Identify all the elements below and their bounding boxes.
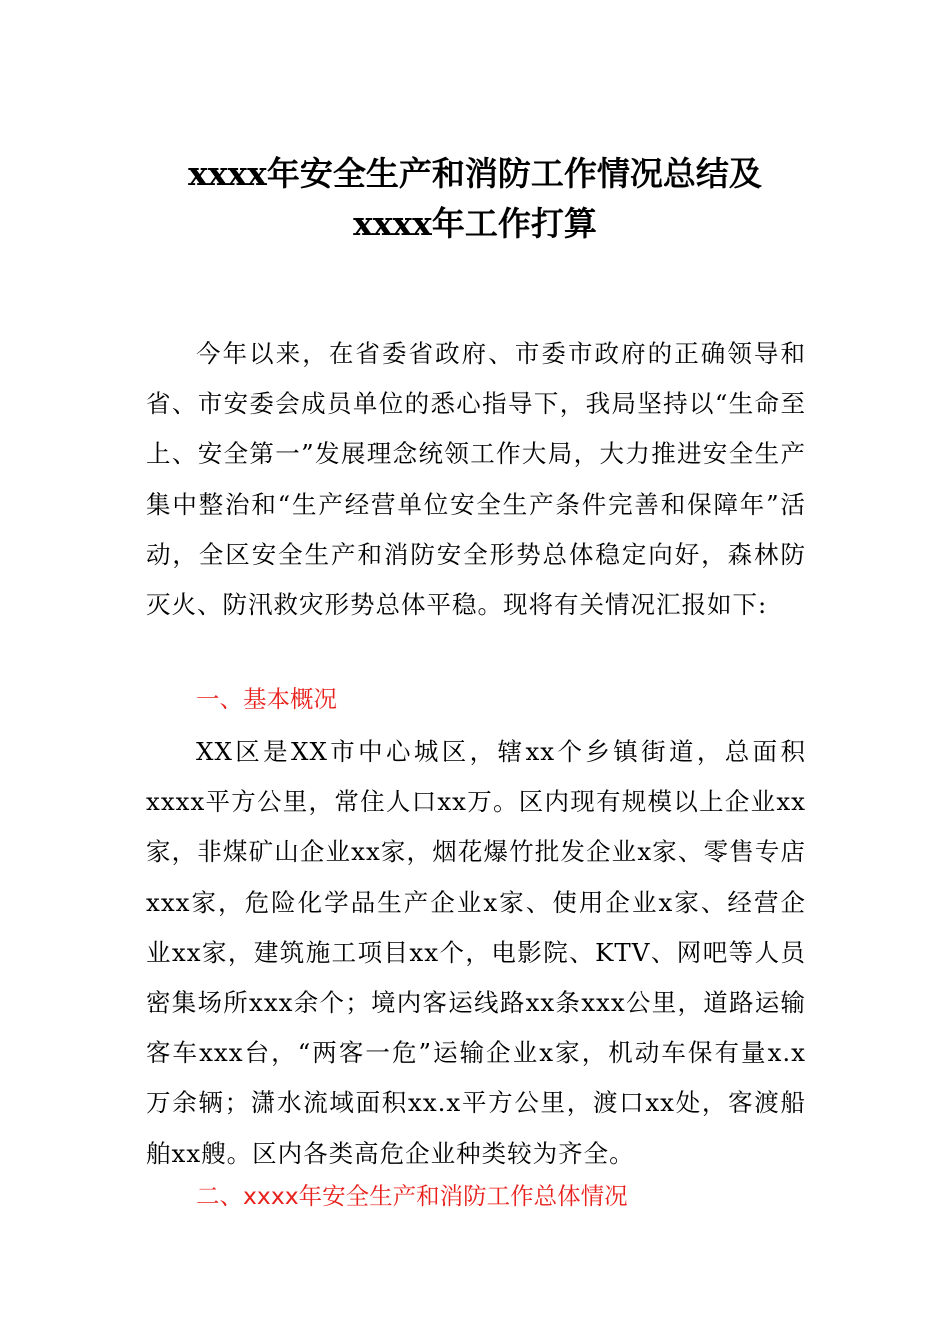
document-title-line-2: xxxx年工作打算 <box>353 204 597 243</box>
section-1-paragraph: XX区是XX市中心城区，辖xx个乡镇街道，总面积xxxx平方公里，常住人口xx万。区内现有规模以上企业xx家，非煤矿山企业xx家，烟花爆竹批发企业x家、零售专店xxx家，危险化学品生产企业x家、使用企业x家、经营企业xx家，建筑施工项目xx个，电影院、KTV、网吧等人员密集场所xxx余个；境内客运线路xx条xxx公里，道路运输客车xxx台，“两客一危”运输企业x家，机动车保有量x.x万余辆；潇水流域面积xx.x平方公里，渡口xx处，客渡船舶xx艘。区内各类高危企业种类较为齐全。 <box>146 737 806 1168</box>
document-title-line-1: xxxx年安全生产和消防工作情况总结及 <box>188 154 762 193</box>
intro-paragraph: 今年以来，在省委省政府、市委市政府的正确领导和省、市安委会成员单位的悉心指导下，我局坚持以“生命至上、安全第一”发展理念统领工作大局，大力推进安全生产集中整治和“生产经营单位安全生产条件完善和保障年”活动，全区安全生产和消防安全形势总体稳定向好，森林防灭火、防汛救灾形势总体平稳。现将有关情况汇报如下: <box>146 339 806 620</box>
section-2-heading: 二、xxxx年安全生产和消防工作总体情况 <box>196 1182 628 1210</box>
section-1-heading: 一、基本概况 <box>196 685 337 713</box>
